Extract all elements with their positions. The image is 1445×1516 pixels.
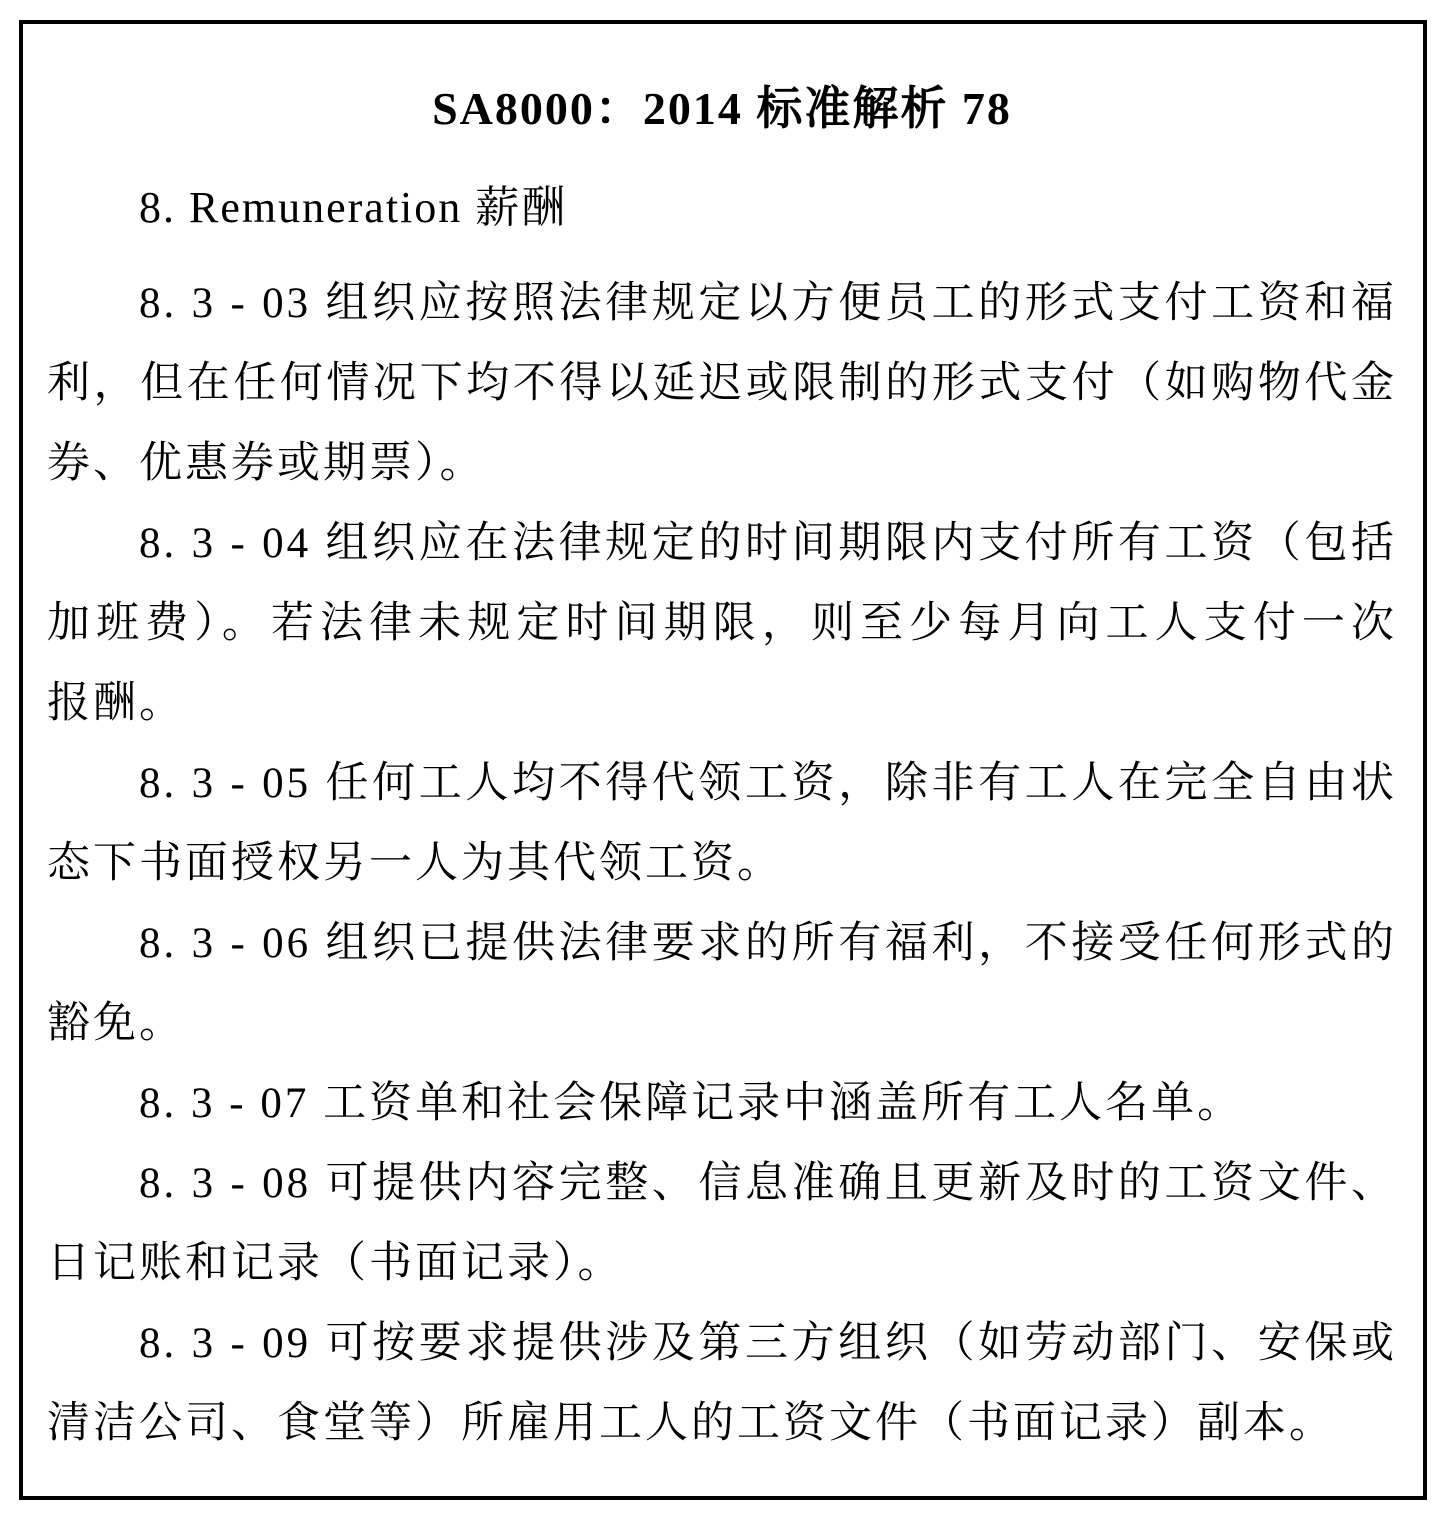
paragraph-line: 利，但在任何情况下均不得以延迟或限制的形式支付（如购物代金 bbox=[47, 359, 1397, 407]
document-page bbox=[19, 20, 1427, 1500]
paragraph-line: 8. 3 - 06 组织已提供法律要求的所有福利，不接受任何形式的 bbox=[139, 919, 1397, 967]
page-title: SA8000：2014 标准解析 78 bbox=[432, 83, 1012, 134]
paragraph bbox=[47, 1304, 1397, 1464]
paragraph bbox=[47, 1064, 1397, 1144]
paragraph-line: 8. 3 - 04 组织应在法律规定的时间期限内支付所有工资（包括 bbox=[139, 519, 1397, 567]
paragraphs bbox=[47, 264, 1397, 1464]
paragraph bbox=[47, 904, 1397, 1064]
paragraph-line: 报酬。 bbox=[47, 679, 185, 727]
paragraph bbox=[47, 504, 1397, 744]
paragraph bbox=[47, 1144, 1397, 1304]
paragraph bbox=[47, 744, 1397, 904]
paragraph-line: 8. 3 - 03 组织应按照法律规定以方便员工的形式支付工资和福 bbox=[139, 279, 1397, 327]
paragraph-line: 8. 3 - 08 可提供内容完整、信息准确且更新及时的工资文件、 bbox=[139, 1159, 1397, 1207]
paragraph-line: 券、优惠券或期票）。 bbox=[47, 439, 486, 487]
paragraph-line: 日记账和记录（书面记录）。 bbox=[47, 1239, 624, 1287]
paragraph-line: 态下书面授权另一人为其代领工资。 bbox=[47, 839, 783, 887]
paragraph-line: 8. 3 - 09 可按要求提供涉及第三方组织（如劳动部门、安保或 bbox=[139, 1319, 1397, 1367]
paragraph-line: 加班费）。若法律未规定时间期限，则至少每月向工人支付一次 bbox=[47, 599, 1397, 647]
paragraph bbox=[47, 264, 1397, 504]
paragraph-line: 豁免。 bbox=[47, 999, 185, 1047]
section-heading: 8. Remuneration 薪酬 bbox=[139, 182, 568, 232]
paragraph-line: 清洁公司、食堂等）所雇用工人的工资文件（书面记录）副本。 bbox=[47, 1399, 1335, 1447]
paragraph-line: 8. 3 - 05 任何工人均不得代领工资，除非有工人在完全自由状 bbox=[139, 759, 1397, 807]
paragraph-line: 8. 3 - 07 工资单和社会保障记录中涵盖所有工人名单。 bbox=[139, 1079, 1244, 1127]
